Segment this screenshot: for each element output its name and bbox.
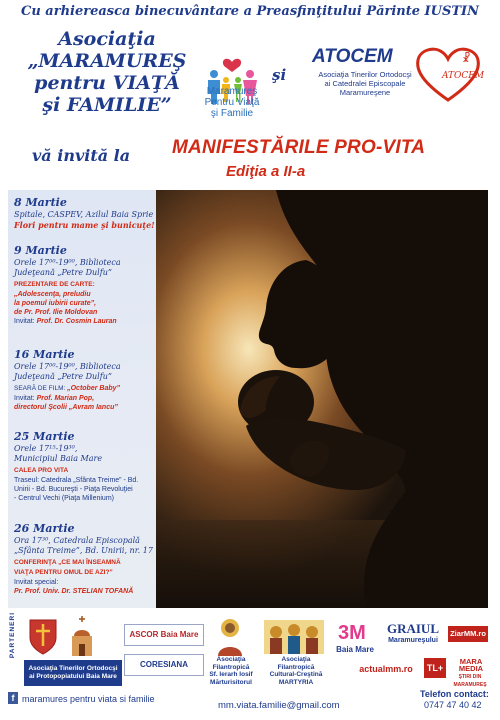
guest-role: directorul Şcolii „Avram Iancu”	[14, 404, 118, 411]
iosif-line-1: Asociaţia	[216, 656, 246, 663]
parent-baby-photo	[156, 190, 488, 608]
actualmm-logo: actualmm.ro	[359, 664, 413, 674]
coresiana-logo: CORESIANA	[124, 654, 204, 676]
martyria-line-4: MARTYRIA	[278, 678, 314, 686]
iosif-assoc	[200, 656, 262, 686]
route-line-2: Unirii - Bd. Bucureşti - Piaţa Revoluţiei	[14, 486, 133, 493]
guest-name: Pr. Prof. Univ. Dr. STELIAN TOFANĂ	[14, 588, 134, 595]
atocem-sub-line-3: Maramureşene	[339, 88, 391, 97]
martyria-line-3: Cultural-Creştină	[269, 671, 323, 678]
phone-label: Telefon contact:	[420, 689, 489, 699]
guest-name: Prof. Marian Pop,	[36, 395, 95, 402]
event-date: 16 Martie	[14, 348, 75, 361]
event-guest	[14, 394, 164, 403]
guest-label: Invitat:	[14, 395, 35, 402]
event-location: Judeţeană „Petre Dulfu”	[14, 268, 112, 277]
protopop-line-1: Asociaţia Tinerilor Ortodocşi	[28, 665, 118, 672]
event-location: Judeţeană „Petre Dulfu”	[14, 372, 112, 381]
conference-label-2: VIAŢA PENTRU OMUL DE AZI?”	[14, 569, 113, 576]
atocem-title: ATOCEM	[312, 46, 393, 67]
book-title-line-2: la poemul iubirii curate”,	[14, 300, 97, 307]
iosif-line-2: Filantropică	[212, 663, 250, 671]
blessing-line: Cu arhiereasca binecuvântare a Preasfinţitului Părinte IUSTIN	[20, 4, 480, 19]
guest-label: Invitat:	[14, 318, 35, 325]
event-16-martie	[14, 348, 164, 412]
film-title: „October Baby”	[67, 385, 121, 392]
book-author: de Pr. Prof. Ilie Moldovan	[14, 309, 98, 316]
graiul-logo: GRAIUL	[386, 621, 439, 636]
baia-mare-logo: Baia Mare	[336, 645, 374, 654]
martyria-assoc	[262, 656, 330, 686]
event-location: „Sfânta Treime”, Bd. Unirii, nr. 17	[14, 546, 153, 555]
route-line-3: - Centrul Vechi (Piaţa Millenium)	[14, 495, 114, 502]
event-time: Ora 17³⁰, Catedrala Episcopală	[14, 536, 140, 545]
protopop-line-2: ai Protopopiatului Baia Mare	[29, 672, 117, 680]
partners-side-text: PARTENERI	[9, 612, 16, 659]
route-line-1: Traseul: Catedrala „Sfânta Treime” - Bd.	[14, 477, 139, 484]
atocem-sub-line-2: ai Catedralei Episcopale	[324, 79, 406, 88]
svg-text:☧: ☧	[462, 52, 471, 65]
family-logo-line-1: Maramureş	[206, 86, 258, 97]
event-date: 8 Martie	[14, 196, 67, 209]
partners-label	[8, 612, 18, 658]
event-title: MANIFESTĂRILE PRO-VITA	[172, 137, 426, 158]
event-guest-role	[14, 403, 164, 412]
assoc-line-2: „MARAMUREŞ	[27, 50, 187, 72]
assoc-line-3: pentru VIAŢĂ	[34, 72, 180, 94]
event-highlight: Flori pentru mame şi bunicuţe!	[14, 220, 155, 230]
assoc-line-4: şi FAMILIE”	[42, 94, 172, 116]
graiul-sub: Maramureşului	[388, 637, 438, 644]
tl-plus-logo: TL+	[424, 658, 446, 678]
film-label: SEARĂ DE FILM:	[14, 385, 66, 392]
assoc-protopopiat-badge	[24, 660, 122, 686]
saint-icon	[212, 616, 248, 656]
event-location: Spitale, CASPEV, Azilul Baia Sprie	[14, 210, 154, 219]
iosif-line-4: Mărturisitorul	[210, 678, 252, 686]
baia-mare-3m-logo-icon: 3M	[338, 622, 366, 644]
event-date: 9 Martie	[14, 244, 67, 257]
event-date: 25 Martie	[14, 430, 75, 443]
event-time: Orele 17⁰⁰-19⁰⁰, Biblioteca	[14, 362, 121, 371]
mara-media-logo: MARA MEDIA	[458, 657, 484, 673]
event-26-martie	[14, 522, 164, 596]
silhouette-image	[156, 190, 488, 608]
assoc-line-1: Asociaţia	[58, 28, 156, 50]
conjunction-and: şi	[272, 66, 287, 84]
stiri-logo: ŞTIRI DIN MARAMUREŞ	[453, 674, 487, 688]
association-name	[12, 28, 202, 116]
martyria-line-1: Asociaţia	[281, 656, 311, 663]
event-time: Orele 17⁰⁰-19⁰⁰, Biblioteca	[14, 258, 121, 267]
invite-text: vă invită la	[32, 146, 131, 165]
event-time: Orele 17¹⁵-19³⁰,	[14, 444, 78, 453]
phone-number[interactable]: 0747 47 40 42	[424, 700, 482, 710]
guest-name: Prof. Dr. Cosmin Lauran	[36, 318, 117, 325]
ascor-logo: ASCOR Baia Mare	[124, 624, 204, 646]
atocem-subtitle	[300, 70, 430, 97]
ziarmm-logo: ZiarMM.ro	[448, 626, 488, 642]
event-25-martie	[14, 430, 164, 503]
contact-email[interactable]: mm.viata.familie@gmail.com	[218, 700, 340, 711]
facebook-icon: f	[8, 692, 18, 704]
diocese-crest-icon	[26, 616, 60, 656]
facebook-page[interactable]: maramures pentru viata si familie	[22, 694, 155, 704]
event-type-label: CALEA PRO VITA	[14, 467, 69, 474]
family-logo-line-2: Pentru Viaţă	[204, 97, 260, 108]
atocem-heart-text: ATOCEM	[442, 71, 484, 81]
event-type-label: PREZENTARE DE CARTE:	[14, 281, 95, 288]
event-location: Municipiul Baia Mare	[14, 454, 103, 463]
book-title-line-1: „Adolescenţa, preludiu	[14, 291, 91, 298]
family-logo-caption	[192, 86, 272, 119]
event-guest	[14, 317, 164, 326]
event-8-martie	[14, 196, 164, 230]
family-logo-line-3: şi Familie	[210, 108, 254, 119]
church-icon	[62, 614, 102, 658]
atocem-sub-line-1: Asociaţia Tinerilor Ortodocşi	[318, 70, 412, 79]
event-date: 26 Martie	[14, 522, 75, 535]
iosif-line-3: Sf. Ierarh Iosif	[209, 671, 253, 678]
event-guest-label: Invitat special:	[14, 579, 59, 586]
edition-label: Ediţia a II-a	[226, 163, 306, 180]
martyria-line-2: Filantropică	[277, 663, 315, 671]
conference-label-1: CONFERINŢA „CE MAI ÎNSEAMNĂ	[14, 559, 121, 566]
event-9-martie	[14, 244, 164, 326]
atocem-heart-logo-icon	[412, 42, 484, 106]
event-type-label	[14, 384, 164, 394]
event-guest	[14, 587, 164, 596]
martyria-icon	[264, 620, 324, 654]
